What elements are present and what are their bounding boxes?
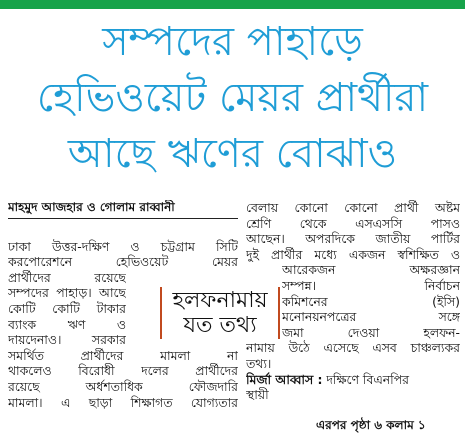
subhead-line (246, 372, 460, 388)
body-line: জমা দেওয়া হলফন- (282, 324, 460, 340)
pull-quote-line-1: হলফনামায় (172, 288, 268, 313)
body-line: স্থায়ী (246, 387, 269, 403)
body-line: বেলায় কোনো কোনো প্রার্থী অষ্টম (246, 200, 460, 215)
body-line: মনোনয়নপত্রের সঙ্গে (282, 309, 460, 325)
byline: মাহমুদ আজহার ও গোলাম রাব্বানী (8, 200, 238, 219)
body-line: নামায় উঠে এসেছে এসব চাঞ্চল্যকর (246, 340, 460, 356)
top-color-bar (0, 0, 465, 9)
body-line: তথ্য। (246, 355, 272, 371)
body-line: আছেন। অপরদিকে জাতীয় পার্টির (246, 231, 460, 247)
pull-quote-line-2: যত তথ্য (183, 313, 257, 338)
body-line: কমিশনের (ইসি) (282, 293, 460, 309)
continued-on-page: এরপর পৃষ্ঠা ৬ কলাম ১ (316, 418, 426, 432)
body-line: রয়েছে অর্ধশতাধিক ফৌজদারি (8, 378, 238, 394)
body-line: সম্পদের পাহাড়। আছে (8, 285, 126, 301)
body-line: মামলা। এ ছাড়া শিক্ষাগত যোগ্যতার (8, 394, 238, 410)
body-line: থাকলেও বিরোধী দলের প্রার্থীদের (8, 363, 238, 379)
headline-line-2: হেভিওয়েট মেয়র প্রার্থীরা (36, 75, 429, 121)
headline-line-3: আছে ঋণের বোঝাও (67, 131, 398, 177)
body-line: প্রার্থীদের রয়েছে (8, 269, 126, 285)
pull-quote (160, 287, 280, 339)
body-line: করপোরেশনে হেভিওয়েট মেয়র (8, 254, 238, 270)
body-line: সম্পন্ন। নির্বাচন (282, 277, 460, 293)
body-line: ঢাকা উত্তর-দক্ষিণ ও চট্টগ্রাম সিটি (8, 238, 238, 254)
body-line: সমর্থিত প্রার্থীদের মামলা না (8, 347, 238, 363)
headline-line-1: সম্পদের পাহাড়ে (102, 19, 363, 65)
body-line: শ্রেণি থেকে এসএসসি পাসও (246, 215, 460, 231)
subhead-text: দক্ষিণে বিএনপির (322, 371, 409, 387)
body-line: দুই প্রার্থীর মধ্যে একজন স্বশিক্ষিত ও (246, 246, 460, 262)
body-line: ব্যাংক ঋণ ও (8, 316, 126, 332)
body-line: দায়দেনাও। সরকার (8, 332, 126, 348)
body-line: কোটি কোটি টাকার (8, 300, 126, 316)
body-line: আরেকজন অক্ষরজ্ঞান (282, 262, 460, 278)
subhead-name: মির্জা আব্বাস : (246, 371, 323, 387)
